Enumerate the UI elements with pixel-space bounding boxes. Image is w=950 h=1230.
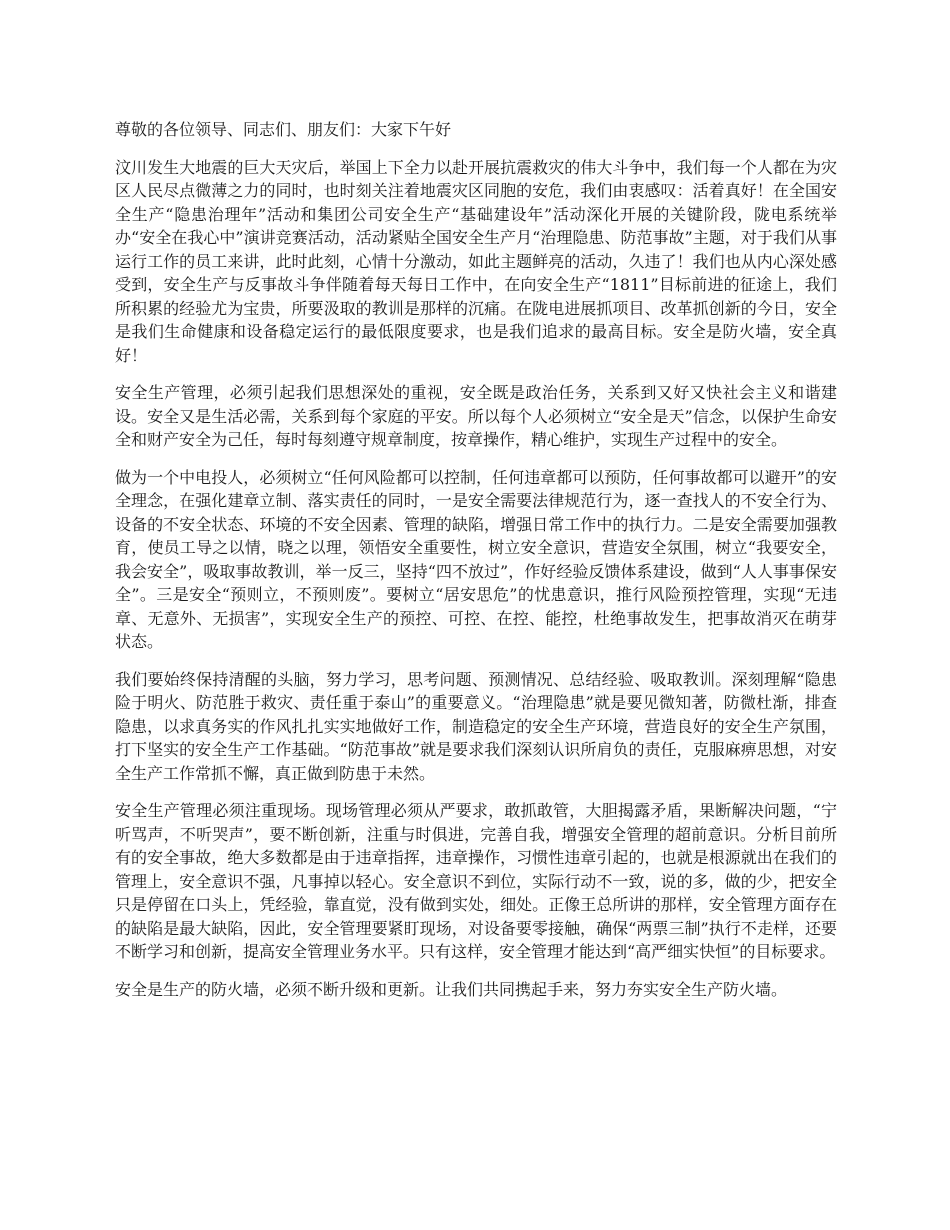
paragraph-2: 安全生产管理，必须引起我们思想深处的重视，安全既是政治任务，关系到又好又快社会主义和谐建设。安全又是生活必需，关系到每个家庭的平安。所以每个人必须树立“安全是天”信念，以保护生命安全和财产安全为己任，每时每刻遵守规章制度，按章操作，精心维护，实现生产过程中的安全。 xyxy=(115,383,837,449)
speech-document xyxy=(115,118,837,1015)
paragraph-4: 我们要始终保持清醒的头脑，努力学习，思考问题、预测情况、总结经验、吸取教训。深刻理解“隐患险于明火、防范胜于救灾、责任重于泰山”的重要意义。“治理隐患”就是要见微知著，防微杜渐，排查隐患，以求真务实的作风扎扎实实地做好工作，制造稳定的安全生产环境，营造良好的安全生产氛围，打下坚实的安全生产工作基础。“防范事故”就是要求我们深刻认识所肩负的责任，克服麻痹思想，对安全生产工作常抓不懈，真正做到防患于未然。 xyxy=(115,669,837,783)
paragraph-6: 安全是生产的防火墙，必须不断升级和更新。让我们共同携起手来，努力夯实安全生产防火墙。 xyxy=(115,979,788,999)
paragraph-1: 汶川发生大地震的巨大天灾后，举国上下全力以赴开展抗震救灾的伟大斗争中，我们每一个人都在为灾区人民尽点微薄之力的同时，也时刻关注着地震灾区同胞的安危，我们由衷感叹：活着真好！在全国安全生产“隐患治理年”活动和集团公司安全生产“基础建设年”活动深化开展的关键阶段，陇电系统举办“安全在我心中”演讲竞赛活动，活动紧贴全国安全生产月“治理隐患、防范事故”主题，对于我们从事运行工作的员工来讲，此时此刻，心情十分激动，如此主题鲜亮的活动，久违了！我们也从内心深处感受到，安全生产与反事故斗争伴随着每天每日工作中，在向安全生产“1811”目标前进的征途上，我们所积累的经验尤为宝贵，所要汲取的教训是那样的沉痛。在陇电进展抓项目、改革抓创新的今日，安全是我们生命健康和设备稳定运行的最低限度要求，也是我们追求的最高目标。安全是防火墙，安全真好！ xyxy=(115,157,837,365)
paragraph-5: 安全生产管理必须注重现场。现场管理必须从严要求，敢抓敢管，大胆揭露矛盾，果断解决问题，“宁听骂声，不听哭声”，要不断创新，注重与时俱进，完善自我，增强安全管理的超前意识。分析目前所有的安全事故，绝大多数都是由于违章指挥，违章操作，习惯性违章引起的，也就是根源就出在我们的管理上，安全意识不强，凡事掉以轻心。安全意识不到位，实际行动不一致，说的多，做的少，把安全只是停留在口头上，凭经验，靠直觉，没有做到实处，细处。正像王总所讲的那样，安全管理方面存在的缺陷是最大缺陷，因此，安全管理要紧盯现场，对设备要零接触，确保“两票三制”执行不走样，还要不断学习和创新，提高安全管理业务水平。只有这样，安全管理才能达到“高严细实快恒”的目标要求。 xyxy=(115,801,837,961)
greeting-line: 尊敬的各位领导、同志们、朋友们：大家下午好 xyxy=(115,120,452,139)
paragraph-3: 做为一个中电投人，必须树立“任何风险都可以控制，任何违章都可以预防，任何事故都可以避开”的安全理念，在强化建章立制、落实责任的同时，一是安全需要法律规范行为，逐一查找人的不安全行为、设备的不安全状态、环境的不安全因素、管理的缺陷，增强日常工作中的执行力。二是安全需要加强教育，使员工导之以情，晓之以理，领悟安全重要性，树立安全意识，营造安全氛围，树立“我要安全，我会安全”，吸取事故教训，举一反三，坚持“四不放过”，作好经验反馈体系建设，做到“人人事事保安全”。三是安全“预则立，不预则废”。要树立“居安思危”的忧患意识，推行风险预控管理，实现“无违章、无意外、无损害”，实现安全生产的预控、可控、在控、能控，杜绝事故发生，把事故消灭在萌芽状态。 xyxy=(115,467,837,651)
